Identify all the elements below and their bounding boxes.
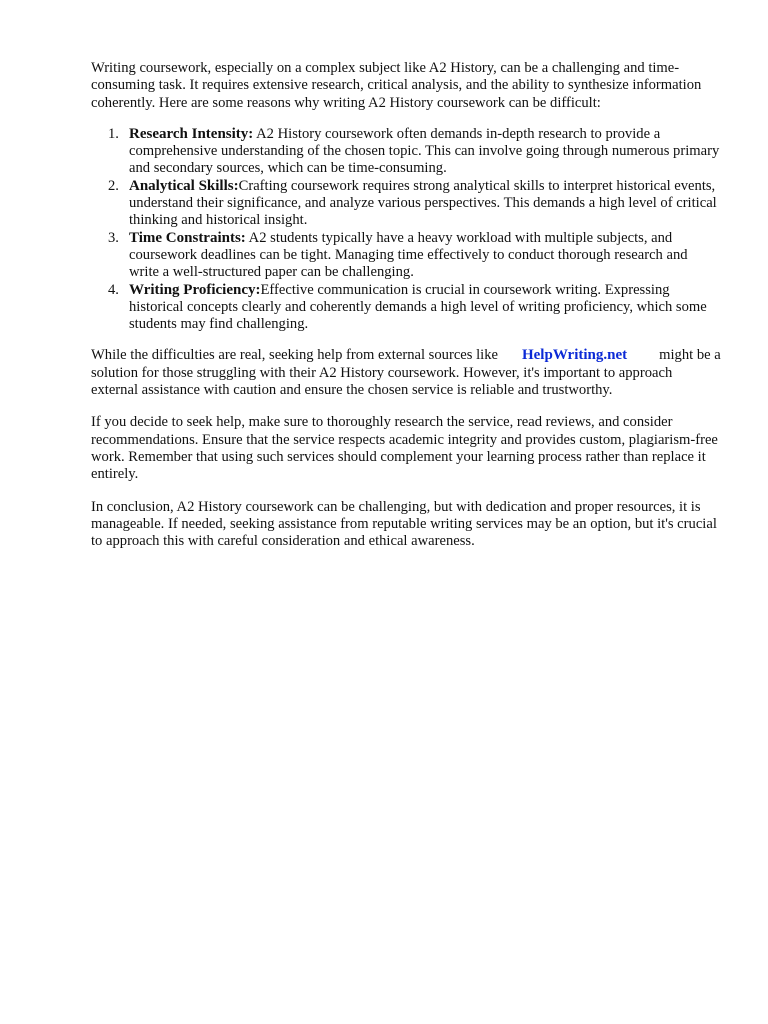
reason-term: Research Intensity: — [129, 125, 254, 142]
list-number: 3. — [108, 229, 119, 246]
list-item — [91, 178, 721, 230]
list-item — [91, 126, 721, 178]
list-item — [91, 282, 721, 334]
helpwriting-link[interactable]: HelpWriting.net — [521, 347, 628, 364]
list-number: 1. — [108, 125, 119, 142]
help-text-before: While the difficulties are real, seeking help from external sources like — [91, 347, 498, 364]
reasons-list — [91, 126, 721, 334]
reason-text: A2 History coursework often demands in-depth research to provide a comprehensive understanding of the chosen topic. This can involve going through numerous primary and secondary sources, which can be time-consuming. — [129, 125, 720, 177]
reason-text: Effective communication is crucial in coursework writing. Expressing historical concepts clearly and coherently demands a high level of writing proficiency, which some students may find challenging. — [129, 281, 707, 333]
help-text-after: might be a solution for those struggling with their A2 History coursework. However, it's important to approach external assistance with caution and ensure the chosen service is reliable and trustworthy. — [91, 347, 721, 399]
reason-term: Writing Proficiency: — [129, 281, 261, 298]
reason-term: Time Constraints: — [129, 229, 246, 246]
list-number: 2. — [108, 177, 119, 194]
intro-paragraph: Writing coursework, especially on a complex subject like A2 History, can be a challenging and time-consuming task. It requires extensive research, critical analysis, and the ability to synthesize information coherently. Here are some reasons why writing A2 History coursework can be difficult: — [91, 60, 702, 111]
conclusion-paragraph: In conclusion, A2 History coursework can be challenging, but with dedication and proper resources, it is manageable. If needed, seeking assistance from reputable writing services may be an option, but it's crucial to approach this with careful consideration and ethical awareness. — [91, 498, 717, 550]
document-page — [91, 60, 721, 550]
reason-text: Crafting coursework requires strong analytical skills to interpret historical events, understand their significance, and analyze various perspectives. This demands a high level of critical thinking and historical insight. — [129, 177, 717, 229]
reason-text: A2 students typically have a heavy workload with multiple subjects, and coursework deadlines can be tight. Managing time effectively to conduct thorough research and write a well-structured paper can be challenging. — [129, 229, 688, 281]
list-number: 4. — [108, 281, 119, 298]
help-paragraph — [91, 347, 721, 399]
seek-help-paragraph: If you decide to seek help, make sure to thoroughly research the service, read reviews, and consider recommendations. Ensure that the service respects academic integrity and provides custom, plagiarism-free work. Remember that using such services should complement your learning process rather than replace it entirely. — [91, 414, 718, 483]
list-item — [91, 230, 721, 282]
reason-term: Analytical Skills: — [129, 177, 239, 194]
